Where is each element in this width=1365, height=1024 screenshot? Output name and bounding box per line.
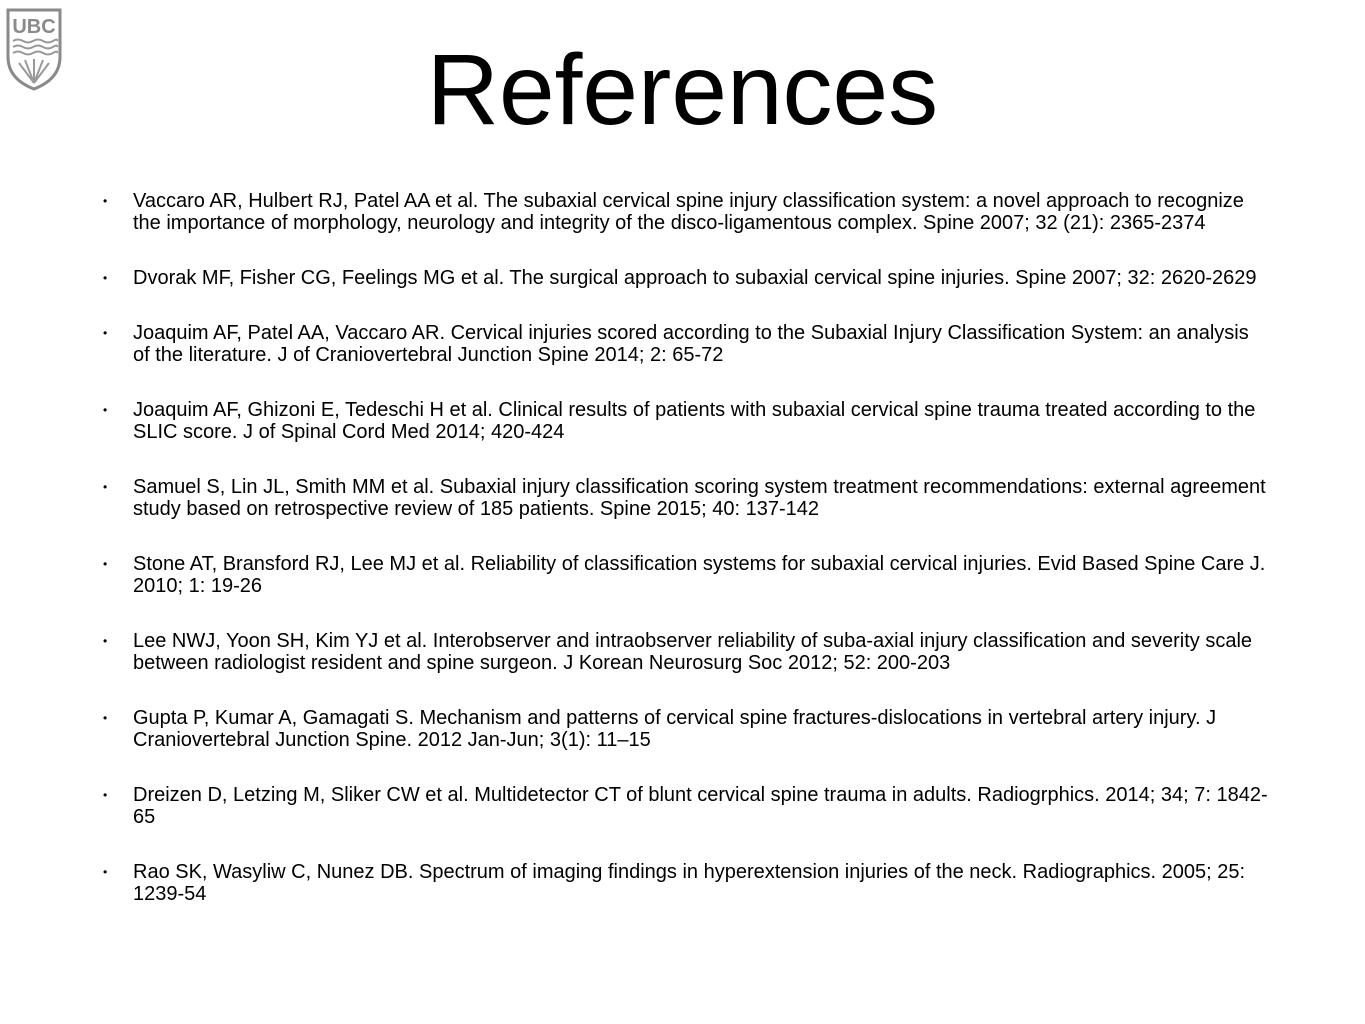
reference-text: Lee NWJ, Yoon SH, Kim YJ et al. Interobserver and intraobserver reliability of suba-axial injury classification and severity scale between radiologist resident and spine surgeon. J Korean Neurosurg Soc 2012; 52: 200-203 bbox=[133, 630, 1253, 674]
reference-list bbox=[100, 190, 1270, 938]
reference-text: Joaquim AF, Patel AA, Vaccaro AR. Cervical injuries scored according to the Subaxial Injury Classification System: an analysis of the literature. J of Craniovertebral Junction Spine 2014; 2: 65-72 bbox=[133, 322, 1249, 366]
reference-text: Dreizen D, Letzing M, Sliker CW et al. Multidetector CT of blunt cervical spine trauma in adults. Radiogrphics. 2014; 34; 7: 1842-65 bbox=[133, 784, 1268, 828]
reference-item bbox=[100, 476, 1270, 520]
reference-item bbox=[100, 707, 1270, 751]
reference-item bbox=[100, 861, 1270, 905]
bullet: • bbox=[103, 788, 108, 802]
reference-text: Samuel S, Lin JL, Smith MM et al. Subaxial injury classification scoring system treatment recommendations: external agreement study based on retrospective review of 185 patients. Spine 2015; 40: 137-142 bbox=[133, 476, 1266, 520]
bullet: • bbox=[103, 194, 108, 208]
reference-text: Joaquim AF, Ghizoni E, Tedeschi H et al. Clinical results of patients with subaxial cervical spine trauma treated according to the SLIC score. J of Spinal Cord Med 2014; 420-424 bbox=[133, 399, 1256, 443]
bullet: • bbox=[103, 480, 108, 494]
bullet: • bbox=[103, 403, 108, 417]
reference-item bbox=[100, 553, 1270, 597]
reference-item bbox=[100, 190, 1270, 234]
bullet: • bbox=[103, 326, 108, 340]
bullet: • bbox=[103, 865, 108, 879]
bullet: • bbox=[103, 271, 108, 285]
reference-text: Dvorak MF, Fisher CG, Feelings MG et al. The surgical approach to subaxial cervical spine injuries. Spine 2007; 32: 2620-2629 bbox=[133, 267, 1257, 289]
reference-item bbox=[100, 399, 1270, 443]
reference-item bbox=[100, 630, 1270, 674]
page-title: References bbox=[426, 34, 939, 146]
reference-item bbox=[100, 267, 1270, 289]
svg-text:UBC: UBC bbox=[12, 16, 56, 38]
reference-item bbox=[100, 784, 1270, 828]
bullet: • bbox=[103, 711, 108, 725]
bullet: • bbox=[103, 557, 108, 571]
reference-text: Stone AT, Bransford RJ, Lee MJ et al. Reliability of classification systems for subaxial cervical injuries. Evid Based Spine Care J. 2010; 1: 19-26 bbox=[133, 553, 1266, 597]
reference-text: Gupta P, Kumar A, Gamagati S. Mechanism and patterns of cervical spine fractures-dislocations in vertebral artery injury. J Craniovertebral Junction Spine. 2012 Jan-Jun; 3(1): 11–15 bbox=[133, 707, 1217, 751]
reference-item bbox=[100, 322, 1270, 366]
bullet: • bbox=[103, 634, 108, 648]
reference-text: Rao SK, Wasyliw C, Nunez DB. Spectrum of imaging findings in hyperextension injuries of the neck. Radiographics. 2005; 25: 1239-54 bbox=[133, 861, 1246, 905]
reference-text: Vaccaro AR, Hulbert RJ, Patel AA et al. The subaxial cervical spine injury classification system: a novel approach to recognize the importance of morphology, neurology and integrity of the disco-ligamentous complex. Spine 2007; 32 (21): 2365-2374 bbox=[133, 190, 1244, 234]
